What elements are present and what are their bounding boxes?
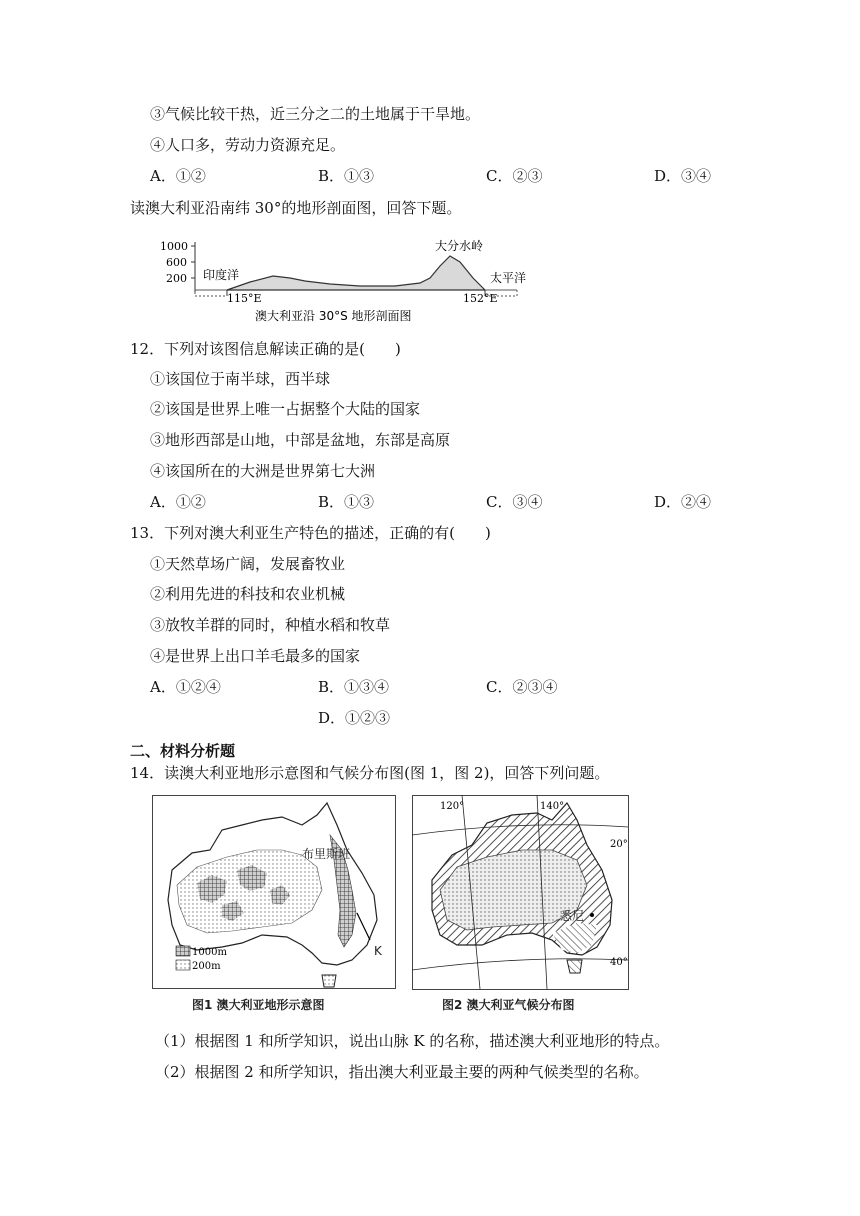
fig1-caption: 图1 澳大利亚地形示意图 [192, 998, 325, 1012]
q14-stem: 14．读澳大利亚地形示意图和气候分布图(图 1，图 2)，回答下列问题。 [130, 764, 610, 782]
legend-1000m: 1000m [192, 947, 227, 958]
q14-sub-question-2: （2）根据图 2 和所学知识，指出澳大利亚最主要的两种气候类型的名称。 [155, 1063, 649, 1081]
q13-option-a[interactable]: A．①②④ [150, 678, 221, 696]
q11-statement-4: ④人口多，劳动力资源充足。 [150, 136, 346, 154]
q12-statement-4: ④该国所在的大洲是世界第七大洲 [150, 462, 376, 480]
great-dividing-range-label: 大分水岭 [435, 239, 484, 253]
profile-intro: 读澳大利亚沿南纬 30°的地形剖面图，回答下题。 [130, 199, 462, 217]
brisbane-label: 布里斯班 [302, 847, 351, 861]
q13-option-c[interactable]: C．②③④ [486, 678, 558, 696]
section-title: 二、材料分析题 [130, 742, 236, 760]
q12-statement-1: ①该国位于南半球，西半球 [150, 370, 331, 388]
q12-stem: 12．下列对该图信息解读正确的是( ) [130, 340, 401, 358]
australia-climate-map [412, 795, 634, 1017]
q11-option-b[interactable]: B．①③ [318, 167, 375, 185]
q12-option-d[interactable]: D．②④ [654, 493, 712, 511]
q12-option-c[interactable]: C．③④ [486, 493, 543, 511]
q12-statement-3: ③地形西部是山地，中部是盆地，东部是高原 [150, 431, 451, 449]
q12-statement-2: ②该国是世界上唯一占据整个大陆的国家 [150, 400, 421, 418]
lon-120-label: 120° [440, 801, 465, 812]
q13-statement-4: ④是世界上出口羊毛最多的国家 [150, 647, 361, 665]
profile-tick-1000: 1000 [160, 240, 188, 253]
terrain-profile-figure [155, 234, 530, 326]
q11-option-a[interactable]: A．①② [150, 167, 206, 185]
q13-statement-2: ②利用先进的科技和农业机械 [150, 585, 346, 603]
q11-option-d[interactable]: D．③④ [654, 167, 712, 185]
lon-152-label: 152°E [463, 292, 498, 305]
lat-40-label: 40° [610, 957, 628, 968]
q11-statement-3: ③气候比较干热，近三分之二的土地属于干旱地。 [150, 105, 481, 123]
profile-caption: 澳大利亚沿 30°S 地形剖面图 [255, 309, 412, 323]
sydney-label: 悉尼 [560, 909, 585, 923]
legend-200m: 200m [192, 961, 221, 972]
lon-115-label: 115°E [227, 292, 262, 305]
profile-tick-600: 600 [166, 256, 187, 269]
q11-option-c[interactable]: C．②③ [486, 167, 543, 185]
profile-tick-200: 200 [166, 272, 187, 285]
lon-140-label: 140° [540, 801, 565, 812]
q13-option-d[interactable]: D．①②③ [318, 709, 391, 727]
q13-statement-1: ①天然草场广阔，发展畜牧业 [150, 555, 346, 573]
q12-option-a[interactable]: A．①② [150, 493, 206, 511]
pacific-ocean-label: 太平洋 [490, 271, 527, 285]
q13-option-b[interactable]: B．①③④ [318, 678, 390, 696]
indian-ocean-label: 印度洋 [203, 268, 240, 282]
mountain-k-label: K [374, 944, 382, 958]
lat-20-label: 20° [610, 839, 628, 850]
q13-stem: 13．下列对澳大利亚生产特色的描述，正确的有( ) [130, 524, 491, 542]
q13-statement-3: ③放牧羊群的同时，种植水稻和牧草 [150, 616, 391, 634]
fig2-caption: 图2 澳大利亚气候分布图 [442, 998, 575, 1012]
australia-terrain-map [152, 795, 396, 1017]
q12-option-b[interactable]: B．①③ [318, 493, 375, 511]
q14-sub-question-1: （1）根据图 1 和所学知识，说出山脉 K 的名称，描述澳大利亚地形的特点。 [155, 1032, 670, 1050]
